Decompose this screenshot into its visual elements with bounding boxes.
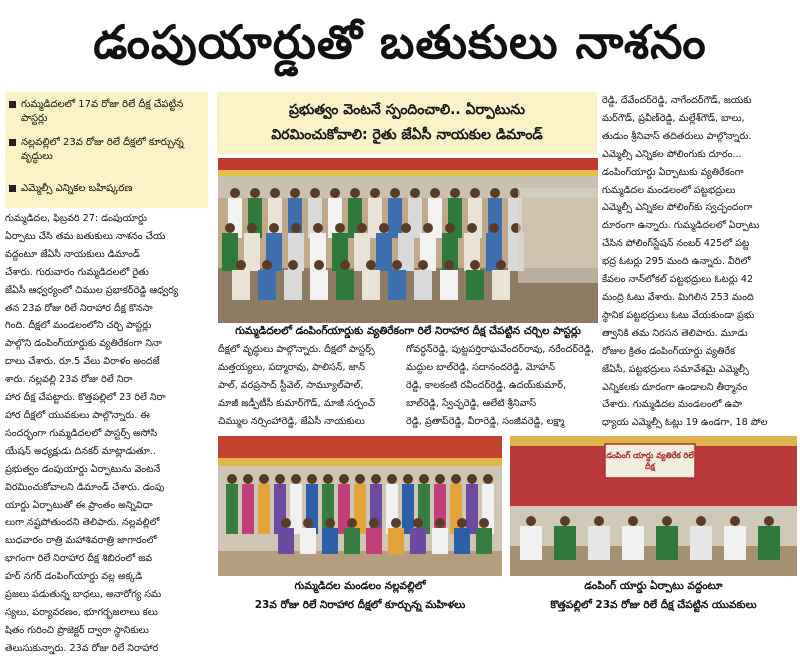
subheadline-banner [217, 92, 597, 154]
article-line: షితం గురించి ప్రొజెక్టర్ ద్వారా స్థానికులు [5, 624, 149, 636]
headline: డంపుయార్డుతో బతుకులు నాశనం [93, 15, 707, 69]
article-line: దీక్షలో వృద్ధులు పాల్గొన్నారు. దీక్షలో పాస్టర్స్ [218, 344, 375, 355]
person-figure [520, 526, 542, 560]
person-head [435, 474, 445, 484]
article-line: గుమ్మడిదల, ఫిబ్రవరి 27: డంపుయార్డు [5, 213, 147, 224]
article-column-1 [5, 210, 210, 654]
article-line: జేఏసీ, పట్టభద్రులు సమావేశమై ఎమ్మెల్సీ [602, 363, 749, 375]
person-head [313, 223, 323, 233]
person-head [435, 518, 445, 528]
person-figure [336, 270, 354, 300]
person-head [290, 188, 300, 198]
person-figure [402, 484, 414, 534]
article-line: ఎన్నికలకు దూరంగా ఉండాలని తీర్మానం [602, 381, 748, 393]
article-line: ధ్యాయ ఎమ్మెల్సీ ఓట్లు 19 ఉండగా, 18 పోల [602, 417, 768, 429]
subheadline-line-1: ప్రభుత్వం వెంటనే స్పందించాలి.. ఏర్పాటును [289, 102, 525, 118]
person-head [418, 260, 428, 270]
person-figure [362, 270, 380, 300]
person-head [259, 474, 269, 484]
person-head [281, 518, 291, 528]
person-head [288, 260, 298, 270]
person-figure [242, 484, 254, 534]
article-column-2 [218, 341, 403, 431]
person-head [450, 188, 460, 198]
person-figure [492, 270, 510, 300]
person-head [291, 223, 301, 233]
article-line: ప్రజలు పడుతున్న బాధలు, అనారోగ్య సమ [5, 589, 162, 601]
photo-caption-right: డంపింగ్ యార్డు ఏర్పాటు వద్దంటూ కొత్తపల్లిలో 23వ రోజు రిలే దీక్ష చేపట్టిన యువకులు [550, 580, 757, 611]
person-figure [368, 198, 382, 238]
person-head [423, 223, 433, 233]
person-head [470, 260, 480, 270]
person-head [496, 260, 506, 270]
article-line: దూరంగా ఉన్నారు. గుమ్మడిదలలో ఏర్పాటు [602, 220, 760, 232]
person-figure [466, 484, 478, 534]
person-head [410, 188, 420, 198]
person-figure [344, 528, 360, 554]
person-head [325, 518, 335, 528]
person-figure [622, 526, 644, 560]
person-figure [388, 528, 404, 554]
highlight-item: నల్లవల్లిలో 23వ రోజు రిలే దీక్షలో కూర్చున్న వృద్ధులు [9, 136, 204, 164]
person-figure [338, 484, 350, 534]
person-head [387, 474, 397, 484]
article-line: పాల్, వరప్రసాద్ స్టీవెల్, సామ్యూల్‌పాల్, [218, 379, 364, 391]
article-line: మత్తయ్యలు, పద్మారావు, పాలిసన్, జాన్ [218, 361, 365, 373]
article-line: ప్రభుత్వం డంపుయార్డు ఏర్పాటును వెంటనే [5, 463, 161, 475]
person-head [483, 474, 493, 484]
article-line: డంపింగ్‌యార్డు ఏర్పాటుకు వ్యతిరేకంగా [602, 166, 744, 178]
article-line: స్యలు, పర్యావరణం, భూగర్భజలాలు కలు [5, 606, 158, 618]
person-figure [290, 484, 302, 534]
person-head [419, 474, 429, 484]
photo-banner-text: డంపింగ్ యార్డు వ్యతిరేక రిలే దీక్ష [606, 451, 694, 471]
person-head [764, 516, 774, 526]
article-line: హర్ నగర్ డంపింగ్‌యార్డు వల్ల అక్కడి [5, 571, 143, 583]
article-line: రెడ్డి, దేవేందర్‌రెడ్డి, నాగేందర్‌గౌడ్, జయకు [602, 95, 752, 106]
person-head [379, 223, 389, 233]
person-head [479, 518, 489, 528]
person-head [430, 188, 440, 198]
person-head [470, 188, 480, 198]
person-figure [258, 270, 276, 300]
article-line: చిమ్ముల నర్సింహారెడ్డి, జేఏసీ నాయకులు [218, 415, 365, 427]
person-figure [588, 526, 610, 560]
article-line: భాగంగా రిలే నిరాహార దీక్ష శిబిరంలో జవ [5, 553, 153, 565]
article-line: మంద్రి ఓటు వేశారు. మిగిలిన 253 మంది [602, 291, 754, 303]
person-head [444, 260, 454, 270]
photo-pastors-protest [218, 158, 598, 323]
person-head [236, 260, 246, 270]
person-figure [440, 270, 458, 300]
article-line: బాల్‌రెడ్డి, స్వేచ్ఛరెడ్డి, ఆలేటి శ్రీనివాస్ [406, 397, 537, 409]
person-figure [284, 270, 302, 300]
person-head [340, 260, 350, 270]
article-line: కేవలం నాన్‌లోకల్ పట్టభద్రులు ఓటర్లు 42 [602, 274, 754, 286]
person-head [269, 223, 279, 233]
article-column-4 [602, 92, 797, 432]
person-head [628, 516, 638, 526]
article-line: ఎమ్మెల్సీ ఎన్నికల పోలింగ్‌కు స్వచ్ఛందంగా [602, 202, 753, 214]
person-figure [758, 526, 780, 560]
person-head [662, 516, 672, 526]
article-line: చేశారు. గురువారం గుమ్మడిదలలో రైతు [5, 266, 149, 278]
person-head [335, 223, 345, 233]
person-figure [724, 526, 746, 560]
article-line: రెడ్డి, ప్రతాప్‌రెడ్డి, వీరారెడ్డి, సంజీవరెడ్డి, లక్ష్మా [406, 415, 565, 427]
person-head [310, 188, 320, 198]
person-head [243, 474, 253, 484]
article-column-3 [406, 341, 598, 431]
person-head [370, 188, 380, 198]
person-figure [410, 528, 426, 554]
photo-women-protest [218, 436, 502, 576]
article-line: చేశారు. గుమ్మడిదల మండలంలో ఉపా [602, 399, 743, 411]
article-line: మద్దుల బాల్‌రెడ్డి, సదానందరెడ్డి, మోహన్ [406, 361, 555, 373]
person-head [330, 188, 340, 198]
article-line: తుడుం శ్రీనివాస్ తదితరులు పాల్గొన్నారు. [602, 130, 752, 142]
bullet-icon [9, 139, 16, 146]
person-head [467, 474, 477, 484]
person-figure [690, 526, 712, 560]
photo-caption-left: గుమ్మడిదల మండలం నల్లవల్లిలో 23వ రోజు రిలే నిరాహార దీక్షలో కూర్చున్న మహిళలు [254, 580, 466, 611]
article-line: ఎమ్మెల్సీ ఎన్నికల పోలింగుకు దూరం... [602, 148, 742, 160]
person-head [314, 260, 324, 270]
person-head [451, 474, 461, 484]
person-head [401, 223, 411, 233]
article-line: పాల్గొని డంపింగ్‌యార్డుకు వ్యతిరేకంగా నినా [5, 338, 162, 350]
person-head [445, 223, 455, 233]
person-head [250, 188, 260, 198]
article-line: మాజీ జడ్పీటీసీ కుమార్‌గౌడ్, మాజీ సర్పంచ్ [218, 397, 376, 409]
person-figure [354, 484, 366, 534]
article-line: శారు. నల్లవల్లి 23వ రోజు రిలే నిరా [5, 374, 133, 386]
person-head [490, 188, 500, 198]
highlight-item: గుమ్మడిదలలో 17వ రోజు రిలే దీక్ష చేపట్టిన పాస్టర్లు [9, 98, 204, 126]
person-head [366, 260, 376, 270]
person-head [730, 516, 740, 526]
person-figure [222, 233, 238, 271]
person-figure [310, 270, 328, 300]
person-head [457, 518, 467, 528]
person-figure [656, 526, 678, 560]
article-line: చేసిన పోలింగ్‌స్టేషన్ నంబర్ 425లో పట్ట [602, 238, 750, 250]
person-figure [232, 270, 250, 300]
person-figure [258, 484, 270, 534]
person-figure [432, 528, 448, 554]
person-head [392, 260, 402, 270]
article-line: విరమించుకోవాలని డిమాండ్ చేశారు. డంపు [5, 481, 165, 493]
person-head [391, 518, 401, 528]
person-figure [408, 198, 422, 238]
article-line: హార దీక్షలో యువకులు పాల్గొన్నారు. ఈ [5, 409, 150, 421]
person-head [489, 223, 499, 233]
article-line: బుధవారం రాత్రి మహాశివరాత్రి జాగారంలో [5, 535, 157, 547]
article-line: హార దీక్ష చేపట్టారు. కొత్తపల్లిలో 23 రిలే నిరా [5, 392, 166, 404]
article-line: రోజుల క్రితం డంపింగ్‌యార్డు వ్యతిరేక [602, 345, 736, 357]
article-line: గింది. దీక్షలో మండలంలోని చర్చి పాస్టర్లు [5, 320, 152, 332]
article-line: గోవర్ధన్‌రెడ్డి, పుట్టపర్తిరాఘవేందర్‌రావు, నరేందర్‌రెడ్డి, [406, 344, 594, 355]
person-figure [466, 270, 484, 300]
article-line: రెడ్డి, కాలకంటి రవీందర్‌రెడ్డి, ఉదయ్‌కుమార్, [406, 379, 567, 391]
person-head [560, 516, 570, 526]
person-figure [322, 528, 338, 554]
person-head [323, 474, 333, 484]
photo-youth-protest [510, 436, 797, 576]
highlights-box [5, 92, 208, 208]
person-figure [454, 528, 470, 554]
article-line: స్థానిక పట్టభద్రులు ఓటు వేయకుండా ప్రభు [602, 309, 755, 321]
article-line: తన 23వ రోజు రిలే నిరాహార దీక్ష కొనసా [5, 302, 153, 314]
person-head [227, 474, 237, 484]
person-figure [388, 270, 406, 300]
person-head [230, 188, 240, 198]
article-line: భద్ర ఓటర్లు 295 మంది ఉన్నారు. వీరిలో [602, 256, 751, 268]
person-head [270, 188, 280, 198]
person-head [390, 188, 400, 198]
person-figure [476, 528, 492, 554]
article-line: యార్డు ఏర్పాటుతో ఈ ప్రాంతం అన్నివిధా [5, 499, 153, 511]
person-head [467, 223, 477, 233]
person-figure [244, 233, 260, 271]
article-line: దాలు చేశారు. రూ.5 వేలు విరాళం అందజే [5, 356, 160, 368]
person-head [403, 474, 413, 484]
article-line: ఏర్పాటు చేసి తమ బతుకులు నాశనం చేయ [5, 230, 166, 242]
person-figure [366, 528, 382, 554]
bullet-icon [9, 185, 16, 192]
person-figure [554, 526, 576, 560]
photo-caption-top: గుమ్మడిదలలో డంపింగ్‌యార్డుకు వ్యతిరేకంగా రిలే నిరాహార దీక్ష చేపట్టిన చర్చిల పాస్టర్లు [235, 325, 581, 337]
article-line: త్వానికి తమ నిరసన తెలిపారు. మూడు [602, 327, 748, 339]
person-head [247, 223, 257, 233]
highlight-item: ఎమ్మెల్సీ ఎన్నికల బహిష్కరణ [9, 182, 204, 196]
subheadline-line-2: విరమించుకోవాలి: రైతు జేఏసీ నాయకుల డిమాండ్ [271, 127, 543, 143]
article-line: మర్‌గౌడ్, ప్రవీణ్‌రెడ్డి, మల్లేశ్‌గౌడ్, బాలు, [602, 112, 745, 124]
person-head [275, 474, 285, 484]
person-head [262, 260, 272, 270]
person-head [225, 223, 235, 233]
article-line: యేషన్ అధ్యక్షుడు దినకర్ మాట్లాడుతూ.. [5, 445, 156, 457]
person-figure [376, 233, 392, 271]
article-line: లుగా నష్టపోతుందని తెలిపారు. నల్లవల్లిలో [5, 517, 160, 529]
person-head [307, 474, 317, 484]
article-line: గుమ్మడిదల మండలంలో పట్టభద్రులు [602, 184, 736, 196]
article-line: జేఏసీ ఆధ్వర్యంలో చిముల ప్రభాకర్‌రెడ్డి ఆధ్వర్య [5, 284, 179, 296]
person-figure [414, 270, 432, 300]
person-head [594, 516, 604, 526]
person-head [357, 223, 367, 233]
person-figure [388, 198, 402, 238]
person-head [355, 474, 365, 484]
person-head [347, 518, 357, 528]
bullet-icon [9, 101, 16, 108]
person-head [369, 518, 379, 528]
person-head [371, 474, 381, 484]
article-line: తెలుసుకున్నారు. 23వ రోజు రిలే నిరాహార [5, 642, 159, 654]
article-line: వద్దంటూ జేఏసీ నాయకులు డిమాండ్ [5, 248, 140, 260]
person-head [696, 516, 706, 526]
person-head [339, 474, 349, 484]
person-head [291, 474, 301, 484]
person-figure [278, 528, 294, 554]
person-head [526, 516, 536, 526]
article-line: సందర్భంగా గుమ్మడిదలలో పాస్టర్స్ అసోసి [5, 427, 158, 439]
person-figure [300, 528, 316, 554]
person-figure [226, 484, 238, 534]
person-head [350, 188, 360, 198]
person-head [413, 518, 423, 528]
person-head [303, 518, 313, 528]
